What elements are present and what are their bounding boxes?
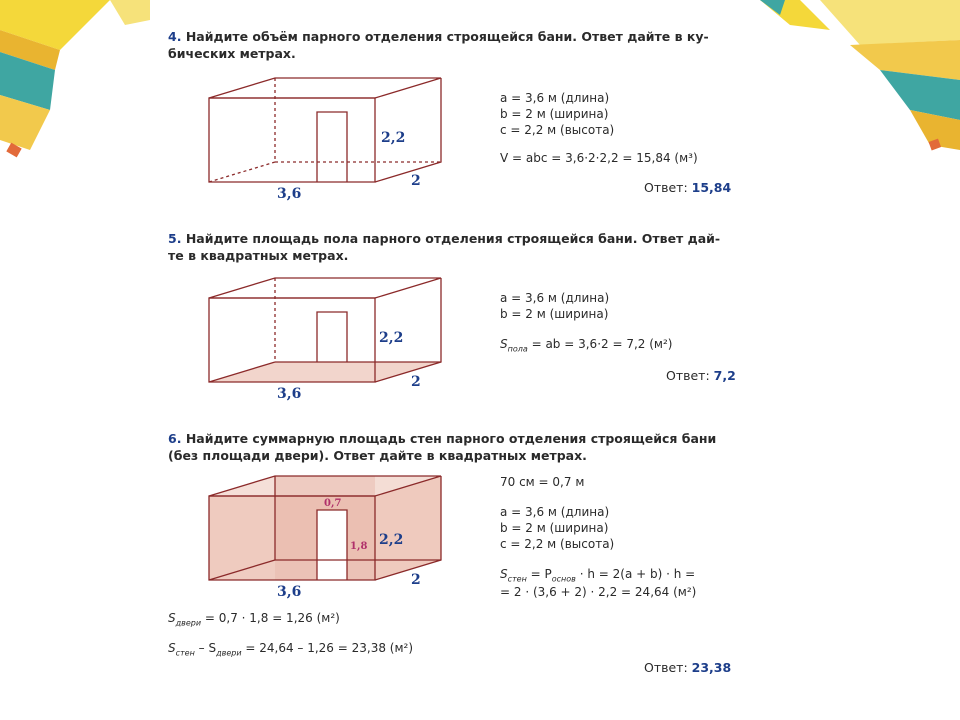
task5-given-b: b = 2 м (ширина) xyxy=(500,307,609,321)
task6-diff-mid: – S xyxy=(194,641,217,655)
task6-diff-rest: = 24,64 – 1,26 = 23,38 (м²) xyxy=(241,641,414,655)
task6-given-c: c = 2,2 м (высота) xyxy=(500,537,615,551)
task6-diff-formula xyxy=(168,640,413,661)
task6-text: Найдите суммарную площадь стен парного отделения строящейся бани xyxy=(185,431,717,446)
task4-text2: бических метрах. xyxy=(168,46,296,61)
task5-formula-sub: пола xyxy=(507,344,528,354)
task4-given-b: b = 2 м (ширина) xyxy=(500,107,609,121)
task5-box-diagram xyxy=(205,276,455,406)
task6-walls-rest: · h = 2(a + b) · h = xyxy=(575,567,696,581)
task6-diff-sub2: двери xyxy=(216,648,242,658)
task6-box-diagram xyxy=(205,474,455,604)
task6-walls-s: S xyxy=(500,567,508,581)
task6-walls-p-sub: основ xyxy=(551,574,576,584)
task5-height-label: 2,2 xyxy=(379,330,404,346)
task4-length-label: 3,6 xyxy=(277,186,302,202)
task6-walls-line2: = 2 · (3,6 + 2) · 2,2 = 24,64 (м²) xyxy=(500,585,697,599)
task6-door-width-label: 0,7 xyxy=(324,498,342,509)
worksheet xyxy=(150,18,760,718)
task6-length-label: 3,6 xyxy=(277,584,302,600)
task4-title xyxy=(168,28,748,62)
task4-text: Найдите объём парного отделения строящейся бани. Ответ дайте в ку- xyxy=(185,29,709,44)
task5-text2: те в квадратных метрах. xyxy=(168,248,349,263)
task6-door-rest: = 0,7 · 1,8 = 1,26 (м²) xyxy=(201,611,340,625)
task5-title xyxy=(168,230,748,264)
task6-walls-sub: стен xyxy=(507,574,527,584)
task4-height-label: 2,2 xyxy=(381,130,406,146)
task6-text2: (без площади двери). Ответ дайте в квадратных метрах. xyxy=(168,448,587,463)
task4-number: 4. xyxy=(168,29,182,44)
task6-door-formula xyxy=(168,610,340,631)
task6-walls-p: = P xyxy=(526,567,552,581)
task5-formula xyxy=(500,336,672,357)
task5-length-label: 3,6 xyxy=(277,386,302,402)
task5-number: 5. xyxy=(168,231,182,246)
task4-answer xyxy=(644,180,731,195)
task5-formula-rest: = ab = 3,6·2 = 7,2 (м²) xyxy=(527,337,673,351)
task5-formula-s: S xyxy=(500,337,508,351)
task5-answer-value: 7,2 xyxy=(713,368,736,383)
task4-answer-value: 15,84 xyxy=(691,180,732,195)
task5-answer-label: Ответ: xyxy=(666,368,710,383)
task4-box-diagram xyxy=(205,76,455,206)
task5-given-a: a = 3,6 м (длина) xyxy=(500,291,610,305)
task6-diff-s1: S xyxy=(168,641,176,655)
task4-given-c: c = 2,2 м (высота) xyxy=(500,123,615,137)
task6-conversion: 70 см = 0,7 м xyxy=(500,475,585,489)
task6-answer-value: 23,38 xyxy=(691,660,732,675)
task5-answer xyxy=(666,368,736,383)
task6-answer xyxy=(644,660,731,675)
task6-diff-sub1: стен xyxy=(175,648,195,658)
task5-width-label: 2 xyxy=(411,374,421,390)
task4-given-a: a = 3,6 м (длина) xyxy=(500,91,610,105)
task4-answer-label: Ответ: xyxy=(644,180,688,195)
task6-height-label: 2,2 xyxy=(379,532,404,548)
books-decoration-right xyxy=(760,0,960,170)
task4-formula: V = abc = 3,6·2·2,2 = 15,84 (м³) xyxy=(500,151,698,165)
books-decoration-left xyxy=(0,0,150,170)
task6-given-a: a = 3,6 м (длина) xyxy=(500,505,610,519)
task6-number: 6. xyxy=(168,431,182,446)
task6-given-b: b = 2 м (ширина) xyxy=(500,521,609,535)
task6-door-s: S xyxy=(168,611,176,625)
task6-answer-label: Ответ: xyxy=(644,660,688,675)
task6-door-sub: двери xyxy=(175,618,202,628)
task4-width-label: 2 xyxy=(411,173,421,189)
task5-text: Найдите площадь пола парного отделения строящейся бани. Ответ дай- xyxy=(185,231,721,246)
task6-width-label: 2 xyxy=(411,572,421,588)
task6-title xyxy=(168,430,748,464)
task6-door-height-label: 1,8 xyxy=(350,541,368,552)
